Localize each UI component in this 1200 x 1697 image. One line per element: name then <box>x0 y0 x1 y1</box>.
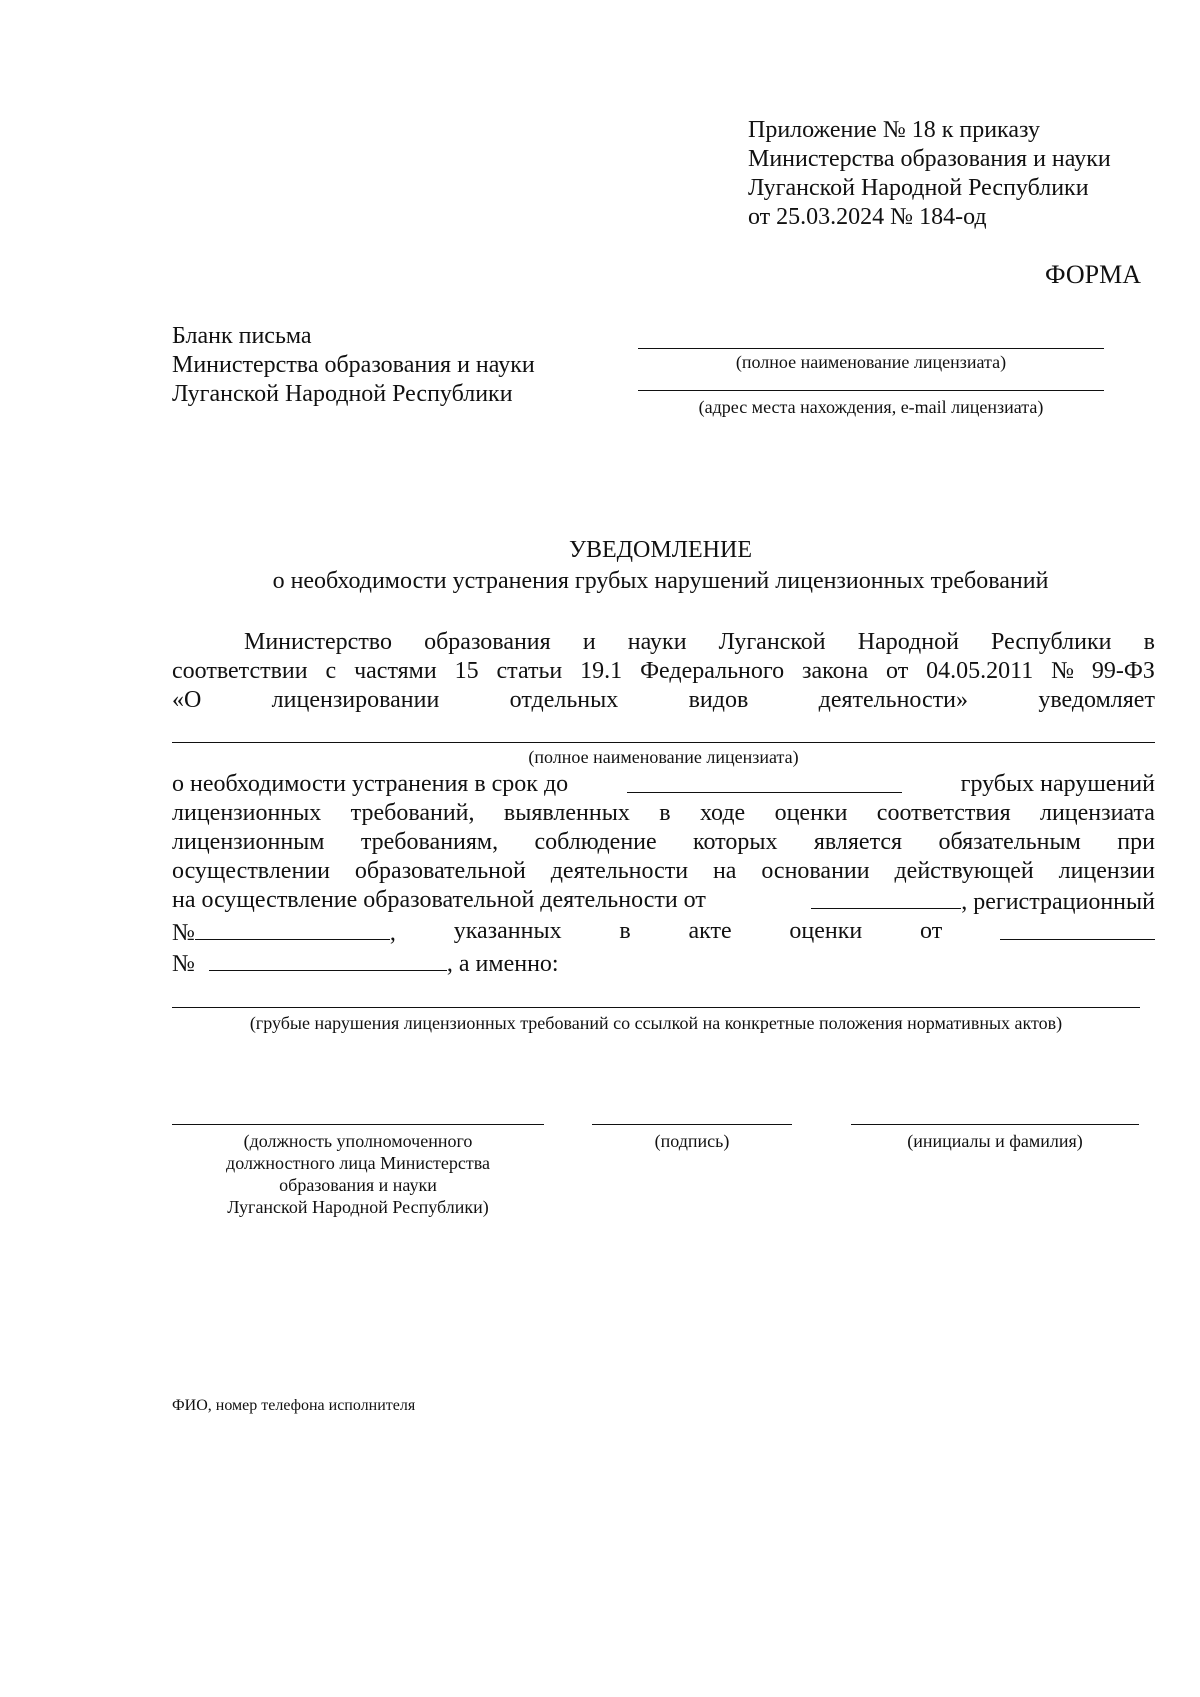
word: соответствии <box>172 658 308 684</box>
word: в <box>1143 629 1155 655</box>
signature-caption: (подпись) <box>654 1131 730 1151</box>
word: при <box>1117 829 1155 855</box>
deadline-date-field[interactable] <box>627 770 902 793</box>
body-text: , регистрационный <box>961 889 1155 915</box>
appendix-line: Луганской Народной Республики <box>748 175 1089 201</box>
word: лицензии <box>1058 858 1155 884</box>
number-sign: № <box>172 920 195 946</box>
position-caption-line: должностного лица Министерства <box>226 1153 490 1173</box>
word: 99-ФЗ <box>1091 658 1155 684</box>
recipient-address-line[interactable] <box>638 390 1104 391</box>
violations-caption: (грубые нарушения лицензионных требований со ссылкой на конкретные положения нормативных актов) <box>249 1013 1063 1033</box>
word: деятельности <box>550 858 689 884</box>
initials-line[interactable] <box>851 1124 1139 1125</box>
word: , <box>389 920 396 946</box>
document-title <box>0 536 1200 565</box>
body-line-6 <box>172 799 1155 828</box>
word: образовательной <box>354 858 526 884</box>
word: соответствия <box>876 800 1011 826</box>
word: оценки <box>774 800 848 826</box>
word: требований, <box>350 800 475 826</box>
word: является <box>813 829 903 855</box>
body-block-2 <box>172 770 1155 979</box>
appendix-line: от 25.03.2024 № 184-од <box>748 204 987 230</box>
word: отдельных <box>509 687 619 713</box>
letterhead-line: Луганской Народной Республики <box>172 381 513 407</box>
word: статьи <box>496 658 563 684</box>
number-sign: № <box>172 951 195 977</box>
word: лицензировании <box>271 687 440 713</box>
body-text: о необходимости устранения в срок до <box>172 771 569 797</box>
word: лицензионных <box>172 800 322 826</box>
word: деятельности» <box>818 687 968 713</box>
body-line-11 <box>172 948 1155 979</box>
appendix-block <box>748 116 1111 232</box>
word: лицензионным <box>172 829 325 855</box>
body-line-8 <box>172 857 1155 886</box>
body-line-1 <box>172 628 1155 657</box>
appendix-line: Приложение № 18 к приказу <box>748 117 1040 143</box>
body-text: , а именно: <box>446 951 559 977</box>
act-date-field[interactable] <box>1000 917 1155 940</box>
word: Народной <box>857 629 959 655</box>
body-line-10 <box>172 917 1155 948</box>
license-date-field[interactable] <box>811 886 961 909</box>
word: 15 <box>454 658 479 684</box>
position-caption-line: образования и науки <box>279 1175 437 1195</box>
letterhead-block <box>172 322 535 409</box>
word: на <box>712 858 737 884</box>
initials-caption: (инициалы и фамилия) <box>907 1131 1083 1151</box>
word: Луганской <box>718 629 826 655</box>
act-number-field[interactable] <box>209 948 447 971</box>
signature-line[interactable] <box>592 1124 792 1125</box>
document-subtitle: о необходимости устранения грубых нарушений лицензионных требований <box>272 568 1049 594</box>
word: осуществлении <box>172 858 330 884</box>
word: Республики <box>991 629 1112 655</box>
word: Федерального <box>640 658 785 684</box>
word: № <box>1051 658 1075 684</box>
word: основании <box>761 858 870 884</box>
word: оценки <box>789 918 863 944</box>
word: «О <box>172 687 202 713</box>
position-caption-line: (должность уполномоченного <box>243 1131 473 1151</box>
body-text: на осуществление образовательной деятельности от <box>172 887 706 913</box>
word: в <box>619 918 631 944</box>
body-line-9 <box>172 886 1155 917</box>
document-title: УВЕДОМЛЕНИЕ <box>569 537 752 563</box>
word: видов <box>688 687 749 713</box>
word: образования <box>424 629 551 655</box>
word: выявленных <box>503 800 630 826</box>
word: закона <box>802 658 869 684</box>
body-line-3 <box>172 686 1155 715</box>
letterhead-line: Министерства образования и науки <box>172 352 535 378</box>
word: лицензиата <box>1039 800 1155 826</box>
licensee-name-line[interactable] <box>172 742 1155 743</box>
recipient-name-caption: (полное наименование лицензиата) <box>735 352 1007 372</box>
body-line-7 <box>172 828 1155 857</box>
word: в <box>659 800 671 826</box>
word: науки <box>627 629 687 655</box>
word: 04.05.2011 <box>926 658 1034 684</box>
word: частями <box>354 658 437 684</box>
word: акте <box>688 918 732 944</box>
violations-line[interactable] <box>172 1007 1140 1008</box>
word: уведомляет <box>1038 687 1155 713</box>
word: обязательным <box>938 829 1081 855</box>
body-line-5 <box>172 770 1155 799</box>
executor-note: ФИО, номер телефона исполнителя <box>172 1397 416 1414</box>
license-date-group <box>811 886 1155 917</box>
word: требованиям, <box>360 829 499 855</box>
body-block <box>172 628 1155 715</box>
word: соблюдение <box>534 829 657 855</box>
word: 19.1 <box>580 658 623 684</box>
word: указанных <box>453 918 562 944</box>
form-label: ФОРМА <box>1045 260 1141 289</box>
position-line[interactable] <box>172 1124 544 1125</box>
word: ходе <box>699 800 746 826</box>
word: действующей <box>894 858 1034 884</box>
word: с <box>325 658 337 684</box>
recipient-name-line[interactable] <box>638 348 1104 349</box>
licensee-name-caption: (полное наименование лицензиата) <box>528 747 799 767</box>
document-subtitle-row <box>0 567 1200 596</box>
position-caption-line: Луганской Народной Республики) <box>227 1197 489 1217</box>
appendix-line: Министерства образования и науки <box>748 146 1111 172</box>
word: от <box>886 658 909 684</box>
recipient-address-caption: (адрес места нахождения, e-mail лицензиата) <box>698 397 1044 417</box>
word: Министерство <box>244 629 392 655</box>
letterhead-line: Бланк письма <box>172 323 312 349</box>
registration-number-group <box>172 917 396 948</box>
position-caption <box>172 1130 544 1218</box>
word: и <box>582 629 596 655</box>
word: от <box>920 918 943 944</box>
word: которых <box>693 829 778 855</box>
body-text: грубых нарушений <box>960 771 1155 797</box>
body-line-2 <box>172 657 1155 686</box>
registration-number-field[interactable] <box>195 917 390 940</box>
